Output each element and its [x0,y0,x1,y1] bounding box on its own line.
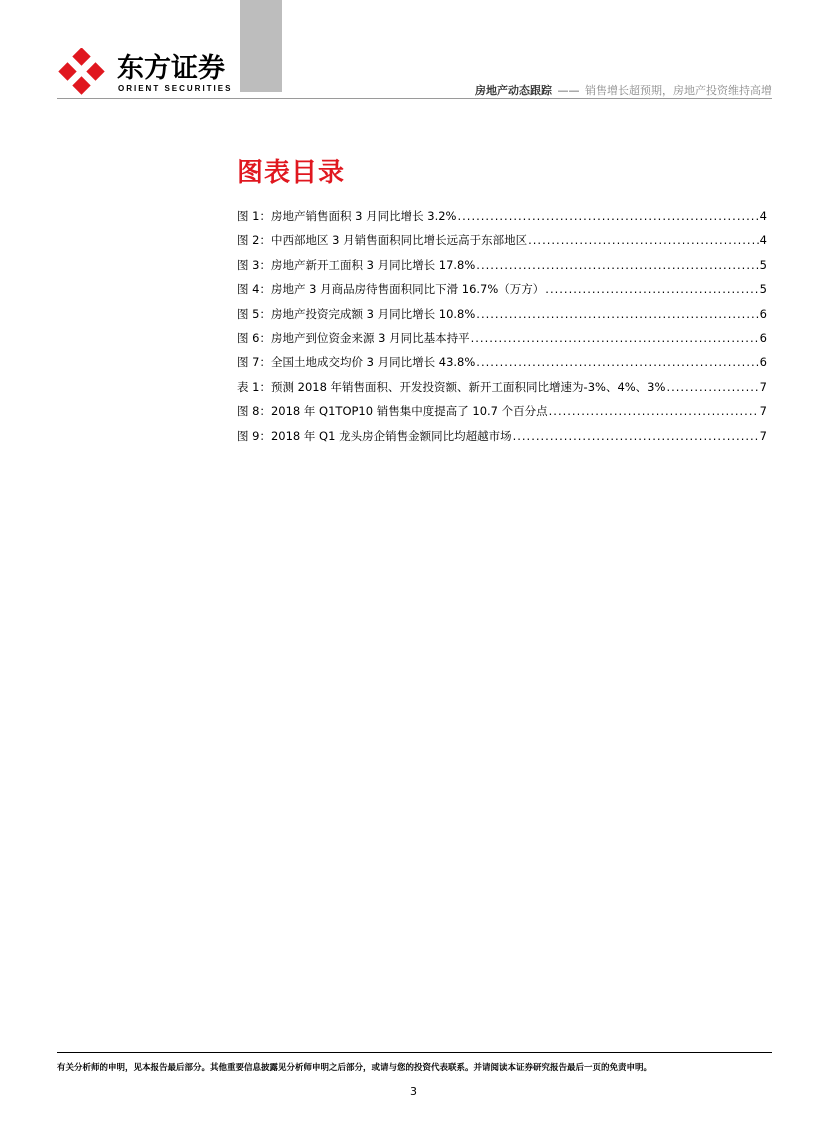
header-gray-bar [240,0,282,92]
toc-item[interactable] [237,281,767,305]
toc-leader-dots [549,404,759,418]
toc-item-page: 6 [759,306,767,321]
toc-item-page: 7 [759,428,767,443]
toc-item[interactable] [237,208,767,232]
toc-item-page: 7 [759,379,767,394]
toc-item[interactable] [237,232,767,256]
toc-item-label: 图 9：2018 年 Q1 龙头房企销售金额同比均超越市场 [237,428,512,443]
header-divider [57,98,772,99]
report-header [475,82,772,98]
toc-item[interactable] [237,354,767,378]
toc-leader-dots [471,331,759,345]
toc-item-label: 图 5：房地产投资完成额 3 月同比增长 10.8% [237,306,476,321]
header-separator: —— [557,84,580,97]
toc-item-label: 图 8：2018 年 Q1TOP10 销售集中度提高了 10.7 个百分点 [237,404,548,419]
toc-item[interactable] [237,428,767,452]
toc-leader-dots [528,233,759,247]
toc-item[interactable] [237,257,767,281]
company-logo [57,48,232,96]
toc-item-page: 5 [759,257,767,272]
logo-company-name-en: ORIENT SECURITIES [118,84,233,93]
toc-leader-dots [666,380,758,394]
toc-title: 图表目录 [237,158,346,188]
report-title: 销售增长超预期，房地产投资维持高增 [585,84,772,97]
toc-item-page: 4 [759,209,767,223]
toc-item-label: 表 1：预测 2018 年销售面积、开发投资额、新开工面积同比增速为-3%、4%、3% [237,379,666,394]
toc-item-page: 5 [759,282,767,297]
footer-disclaimer: 有关分析师的申明，见本报告最后部分。其他重要信息披露见分析师申明之后部分，或请与您的投资代表联系。并请阅读本证券研究报告最后一页的免责申明。 [57,1063,653,1073]
orient-securities-logo-icon [57,48,109,96]
report-type: 房地产动态跟踪 [475,84,552,97]
toc-leader-dots [545,282,758,296]
toc-item[interactable] [237,306,767,330]
toc-leader-dots [476,355,758,369]
toc-item-label: 图 6：房地产到位资金来源 3 月同比基本持平 [237,330,470,345]
toc-leader-dots [476,258,758,272]
toc-item-page: 4 [759,233,767,248]
page-number: 3 [410,1085,417,1098]
toc-item-label: 图 7：全国土地成交均价 3 月同比增长 43.8% [237,355,476,370]
toc-leader-dots [457,209,758,223]
toc-item-label: 图 3：房地产新开工面积 3 月同比增长 17.8% [237,257,476,272]
toc-item-label: 图 1：房地产销售面积 3 月同比增长 3.2% [237,209,457,223]
toc-item-page: 6 [759,355,767,370]
toc-list [237,208,767,452]
toc-item[interactable] [237,403,767,427]
logo-company-name-cn: 东方证券 [117,53,225,84]
toc-item[interactable] [237,330,767,354]
toc-item-page: 7 [759,404,767,419]
toc-leader-dots [513,429,759,443]
toc-item-label: 图 4：房地产 3 月商品房待售面积同比下滑 16.7%（万方） [237,282,545,297]
toc-item-page: 6 [759,330,767,345]
toc-leader-dots [476,307,758,321]
footer-divider [57,1052,772,1053]
toc-item-label: 图 2：中西部地区 3 月销售面积同比增长远高于东部地区 [237,233,528,248]
toc-item[interactable] [237,379,767,403]
